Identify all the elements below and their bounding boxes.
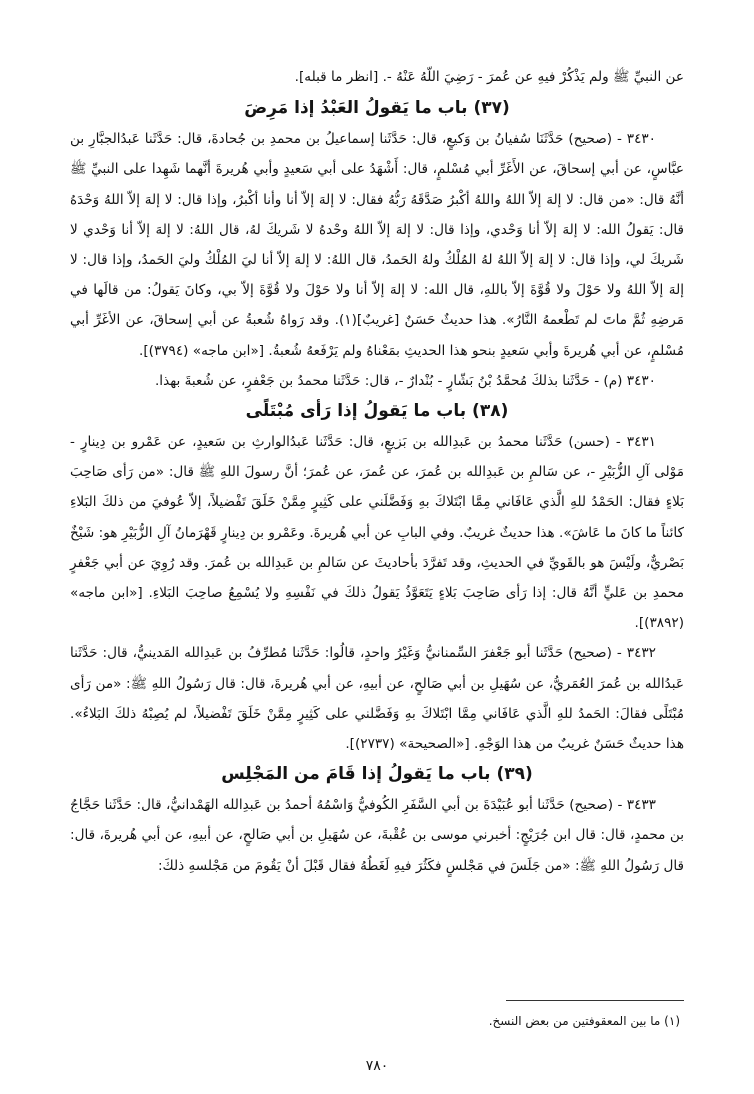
- hadith-3431: ٣٤٣١ - (حسن) حَدَّثَنا محمدُ بن عَبدِالله بن بَزيعٍ، قال: حَدَّثَنا عَبدُالوارثِ بن سَعيدٍ، عن عَمْرو بن دِينارٍ - مَوْلى آلِ الزُّبَيْرِ -، عن سَالمِ بن عَبدِالله بن عُمرَ، عن عُمرَ، عن عُمرَ؛ أنَّ رسولَ اللهِ ﷺ قال: «من رَأى صَاحِبَ بَلاءٍ فقال: الحَمْدُ للهِ الَّذي عَافَاني مِمَّا ابْتَلاكَ بهِ وَفَضَّلَني على كَثِيرٍ مِمَّنْ خَلَقَ تَفْضيلاً، إلاّ عُوفيَ من ذلكَ البَلاءِ كائناً ما كانَ ما عَاشَ». هذا حديثٌ غريبٌ. وفي البابِ عن أبي هُريرةَ. وعَمْرو بن دِينارٍ قَهْرَمانُ آلِ الزُّبَيْرِ هو: شَيْخٌ بَصْريٌّ، ولَيْسَ هو بالقَويِّ في الحديثِ، وقد تَفرَّدَ بأحاديثَ عن سَالمِ بن عَبدِالله بن عُمرَ. وقد رُوِيَ عن أبي جَعْفرٍ محمدِ بن عَليٍّ أنَّهُ قال: إذا رَأى صَاحِبَ بَلاءٍ يَتَعَوَّذُ يَقولُ ذلكَ في نَفْسِهِ ولا يُسْمِعُ صاحِبَ البَلاءِ. [«ابن ماجه» (٣٨٩٢)].: [70, 434, 684, 632]
- hadith-3432: ٣٤٣٢ - (صحيح) حَدَّثَنا أبو جَعْفرَ السِّمنانيُّ وَغَيْرُ واحدٍ، قالُوا: حَدَّثَنا مُطرِّفُ بن عَبدِالله المَدينيُّ، قال: حَدَّثَنا عَبدُالله بن عُمرَ العُمَريُّ، عن سُهَيلِ بن أبي صَالحٍ، عن أبيهِ، عن أبي هُريرةَ، قال: قال رَسُولُ اللهِ ﷺ: «من رَأى مُبْتَلًى فقالَ: الحَمدُ للهِ الَّذي عَافَاني مِمَّا ابْتَلاكَ بهِ وَفَضَّلني على كَثِيرٍ مِمَّنْ خَلَقَ تَفْضيلاً، لم يُصِبْهُ ذلكَ البَلاءُ». هذا حديثٌ حَسَنٌ غريبٌ من هذا الوَجْهِ. [«الصحيحة» (٢٧٣٧)].: [70, 645, 684, 753]
- chapter-heading-38: (٣٨) باب ما يَقولُ إذا رَأى مُبْتَلًى: [245, 401, 509, 422]
- footnote: (١) ما بين المعقوفتين من بعض النسخ.: [488, 1014, 680, 1028]
- page-body: [70, 62, 684, 881]
- hadith-3433: ٣٤٣٣ - (صحيح) حَدَّثَنا أبو عُبَيْدَةَ بن أبي السَّفَرِ الكُوفيُّ وَاسْمُهُ أحمدُ بن عَبدِالله الهَمْدانيُّ، قال: حَدَّثَنا حَجَّاجُ بن محمدٍ، قال: قال ابن جُرَيْجٍ: أخبرني موسى بن عُقْبةَ، عن سُهَيلِ بن أبي صَالحٍ، عن أبيهِ، عن أبي هُريرةَ، قال: قال رَسُولُ اللهِ ﷺ: «من جَلَسَ في مَجْلسٍ فكَثُرَ فيهِ لَغَطُهُ فقال قَبْلَ أنْ يَقُومَ من مَجْلسهِ ذلكَ:: [70, 797, 684, 874]
- page-number: ٧٨٠: [365, 1058, 389, 1074]
- hadith-3430: ٣٤٣٠ - (صحيح) حَدَّثَنَا سُفيانُ بن وَكيعٍ، قال: حَدَّثَنا إسماعيلُ بن محمدِ بن جُحادةَ، قال: حَدَّثَنا عَبدُالجبَّارِ بن عبَّاسٍ، عن أبي إسحاقَ، عن الأَغَرِّ أبي مُسْلمٍ، قال: أَشْهَدُ على أبي سَعيدٍ وأبي هُريرةَ أنَّهما شَهِدا على النبيِّ ﷺ أنَّهُ قال: «من قال: لا إلهَ إلاّ اللهُ واللهُ أكْبرُ صَدَّقَهُ رَبُّهُ فقال: لا إلهَ إلاّ أنا وأنا أكْبرُ، وإذا قال: لا إلهَ إلاّ اللهُ وَحْدَهُ قال: يَقولُ الله: لا إلهَ إلاّ أنا وَحْدي، وإذا قال: لا إلهَ إلاّ اللهُ وحْدهُ لا شَريكَ لهُ، قال اللهُ: لا إلهَ إلاّ أنا وَحْدي لا شَريكَ لي، وإذا قال: لا إلهَ إلاّ اللهُ لهُ المُلْكُ ولهُ الحَمدُ، قال اللهُ: لا إلهَ إلاّ أنا ليَ المُلْكُ وليَ الحَمدُ، وإذا قال: لا إلهَ إلاّ اللهُ ولا حَوْلَ ولا قُوَّةَ إلاّ باللهِ، قال الله: لا إلهَ إلاّ أنا ولا حَوْلَ ولا قُوَّةَ إلاّ بي، وكانَ يَقولُ: من قالَها في مَرضِهِ ثُمَّ ماتَ لم تَطْعمهُ النَّارُ». هذا حديثٌ حَسَنٌ [غريبٌ](١). وقد رَواهُ شُعبةُ عن أبي إسحاقَ، عن الأغَرِّ أبي مُسْلمٍ، عن أبي هُريرةَ وأبي سَعيدٍ بنحو هذا الحديثِ بمَعْناهُ ولم يَرْفَعهُ شُعبةُ. [«ابن ماجه» (٣٧٩٤)].: [70, 131, 684, 359]
- chapter-heading-37: (٣٧) باب ما يَقولُ العَبْدُ إذا مَرِضَ: [244, 98, 510, 119]
- chapter-heading-39: (٣٩) باب ما يَقولُ إذا قَامَ من المَجْلِس: [221, 764, 533, 785]
- continuation-text: عن النبيِّ ﷺ ولم يَذْكُرْ فيهِ عن عُمرَ - رَضِيَ اللّهُ عَنْهُ -. [انظر ما قبله].: [294, 69, 684, 85]
- hadith-3430-m: ٣٤٣٠ (م) - حَدَّثَنا بذلكَ مُحمَّدُ بْنُ بَشّارٍ - بُنْدارٌ -، قال: حَدَّثَنا محمدُ بن جَعْفرٍ، عن شُعبةَ بهذا.: [154, 372, 656, 389]
- footnote-divider: [506, 1000, 684, 1001]
